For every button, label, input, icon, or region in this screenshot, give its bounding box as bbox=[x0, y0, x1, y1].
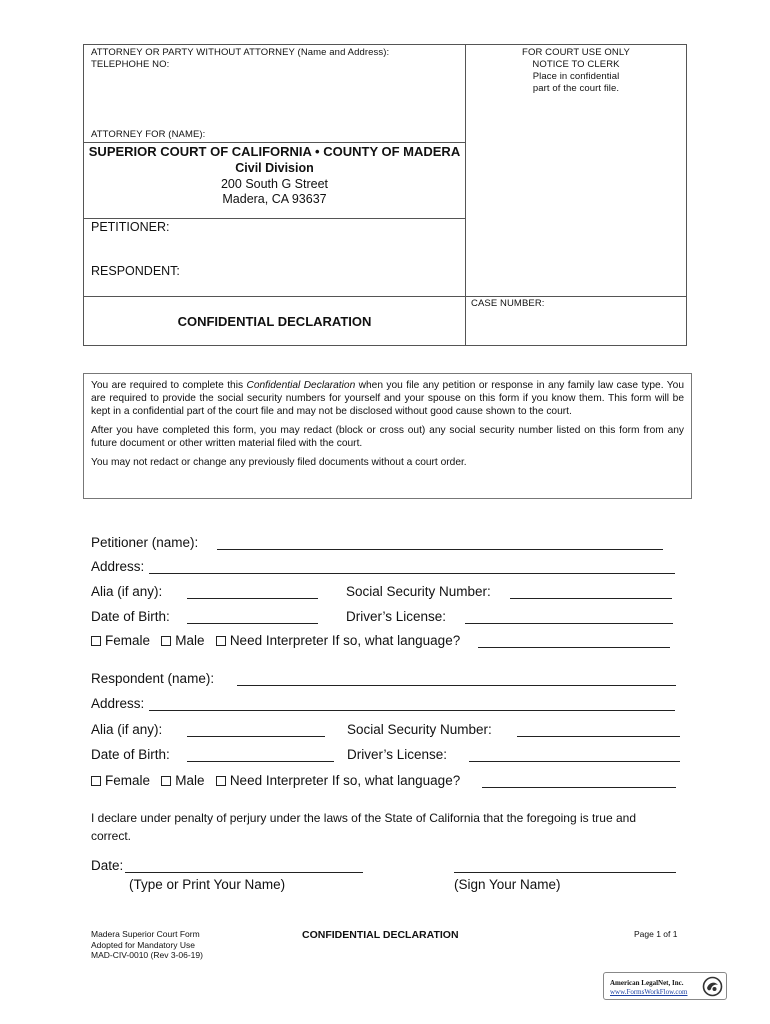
form-title: CONFIDENTIAL DECLARATION bbox=[177, 314, 372, 329]
confidential-line: Place in confidential bbox=[532, 71, 620, 82]
respondent-interpreter-label: Need Interpreter If so, what language? bbox=[229, 773, 461, 788]
division: Civil Division bbox=[235, 161, 314, 175]
petitioner-label: PETITIONER: bbox=[91, 220, 170, 234]
respondent-ssn-field[interactable] bbox=[517, 736, 680, 737]
respondent-alia-field[interactable] bbox=[187, 736, 325, 737]
footer-court-form: Madera Superior Court Form bbox=[91, 929, 200, 939]
city-address: Madera, CA 93637 bbox=[222, 192, 327, 206]
court-use-block bbox=[466, 47, 686, 95]
respondent-label: RESPONDENT: bbox=[91, 264, 180, 278]
signature-field[interactable] bbox=[454, 872, 676, 873]
petitioner-language-field[interactable] bbox=[478, 647, 670, 648]
respondent-alia-label: Alia (if any): bbox=[91, 722, 163, 737]
footer-title: CONFIDENTIAL DECLARATION bbox=[302, 929, 459, 941]
petitioner-license-field[interactable] bbox=[465, 623, 673, 624]
brand-logo-icon bbox=[702, 976, 723, 997]
petitioner-dob-field[interactable] bbox=[187, 623, 318, 624]
date-field[interactable] bbox=[125, 872, 363, 873]
court-use-line: FOR COURT USE ONLY bbox=[522, 47, 630, 58]
petitioner-address-field[interactable] bbox=[149, 573, 675, 574]
attorney-label: ATTORNEY OR PARTY WITHOUT ATTORNEY (Name and Address): bbox=[91, 47, 390, 58]
respondent-name-label: Respondent (name): bbox=[91, 671, 215, 686]
petitioner-ssn-field[interactable] bbox=[510, 598, 672, 599]
petitioner-alia-label: Alia (if any): bbox=[91, 584, 163, 599]
brand-url[interactable]: www.FormsWorkFlow.com bbox=[610, 988, 688, 996]
respondent-dob-label: Date of Birth: bbox=[91, 747, 170, 762]
petitioner-interpreter-label: Need Interpreter If so, what language? bbox=[229, 633, 461, 648]
sign-name-label: (Sign Your Name) bbox=[454, 877, 561, 892]
petitioner-male-checkbox[interactable] bbox=[161, 636, 171, 646]
telephone-label: TELEPHOHE NO: bbox=[91, 59, 170, 70]
respondent-male-label: Male bbox=[175, 773, 205, 788]
petitioner-female-checkbox[interactable] bbox=[91, 636, 101, 646]
petitioner-dob-label: Date of Birth: bbox=[91, 609, 170, 624]
date-label: Date: bbox=[91, 858, 124, 873]
court-name: SUPERIOR COURT OF CALIFORNIA • COUNTY OF MADERA bbox=[88, 144, 461, 159]
footer-page-number: Page 1 of 1 bbox=[634, 929, 678, 939]
respondent-female-label: Female bbox=[105, 773, 151, 788]
type-name-label: (Type or Print Your Name) bbox=[129, 877, 286, 892]
respondent-male-checkbox[interactable] bbox=[161, 776, 171, 786]
petitioner-female-label: Female bbox=[105, 633, 151, 648]
brand-name: American LegalNet, Inc. bbox=[610, 979, 684, 987]
notice-to-clerk-line: NOTICE TO CLERK bbox=[532, 59, 620, 70]
petitioner-ssn-label: Social Security Number: bbox=[346, 584, 491, 599]
brand-badge bbox=[603, 972, 727, 1000]
respondent-license-label: Driver’s License: bbox=[347, 747, 448, 762]
caption-rule-title bbox=[83, 296, 687, 297]
respondent-dob-field[interactable] bbox=[187, 761, 334, 762]
petitioner-address-label: Address: bbox=[91, 559, 145, 574]
respondent-address-label: Address: bbox=[91, 696, 145, 711]
petitioner-name-field[interactable] bbox=[217, 549, 663, 550]
petitioner-male-label: Male bbox=[175, 633, 205, 648]
court-block bbox=[83, 143, 466, 206]
instructions-box bbox=[83, 373, 692, 499]
petitioner-interpreter-checkbox[interactable] bbox=[216, 636, 226, 646]
respondent-ssn-label: Social Security Number: bbox=[347, 722, 492, 737]
respondent-interpreter-checkbox[interactable] bbox=[216, 776, 226, 786]
respondent-language-field[interactable] bbox=[482, 787, 676, 788]
footer-form-info bbox=[91, 929, 203, 961]
caption-rule-parties bbox=[83, 218, 466, 219]
footer-form-number: MAD-CIV-0010 (Rev 3-06-19) bbox=[91, 950, 203, 960]
instructions-paragraph-3: You may not redact or change any previously filed documents without a court order. bbox=[91, 457, 467, 468]
respondent-address-field[interactable] bbox=[149, 710, 675, 711]
perjury-declaration: I declare under penalty of perjury under the laws of the State of California that the foregoing is true and correct. bbox=[91, 811, 636, 843]
respondent-female-checkbox[interactable] bbox=[91, 776, 101, 786]
petitioner-alia-field[interactable] bbox=[187, 598, 318, 599]
case-number-label: CASE NUMBER: bbox=[471, 298, 545, 309]
footer-adopted: Adopted for Mandatory Use bbox=[91, 939, 195, 950]
petitioner-name-label: Petitioner (name): bbox=[91, 535, 199, 550]
petitioner-options-row bbox=[91, 633, 460, 648]
court-file-line: part of the court file. bbox=[532, 83, 620, 94]
instructions-paragraph-2: After you have completed this form, you may redact (block or cross out) any social security number listed on this form from any future document or other written material filed with the court. bbox=[91, 425, 684, 449]
petitioner-license-label: Driver’s License: bbox=[346, 609, 447, 624]
attorney-for-label: ATTORNEY FOR (NAME): bbox=[91, 129, 206, 140]
street-address: 200 South G Street bbox=[220, 177, 328, 191]
respondent-name-field[interactable] bbox=[237, 685, 676, 686]
respondent-license-field[interactable] bbox=[469, 761, 680, 762]
respondent-options-row bbox=[91, 773, 460, 788]
instructions-paragraph-1: You are required to complete this Confidential Declaration when you file any petition or response in any family law case type. You are required to provide the social security numbers for yourself and your spouse on this form if you know them. This form will be kept in a confidential part of the court file and may not be disclosed without good cause shown to the court. bbox=[91, 380, 684, 417]
